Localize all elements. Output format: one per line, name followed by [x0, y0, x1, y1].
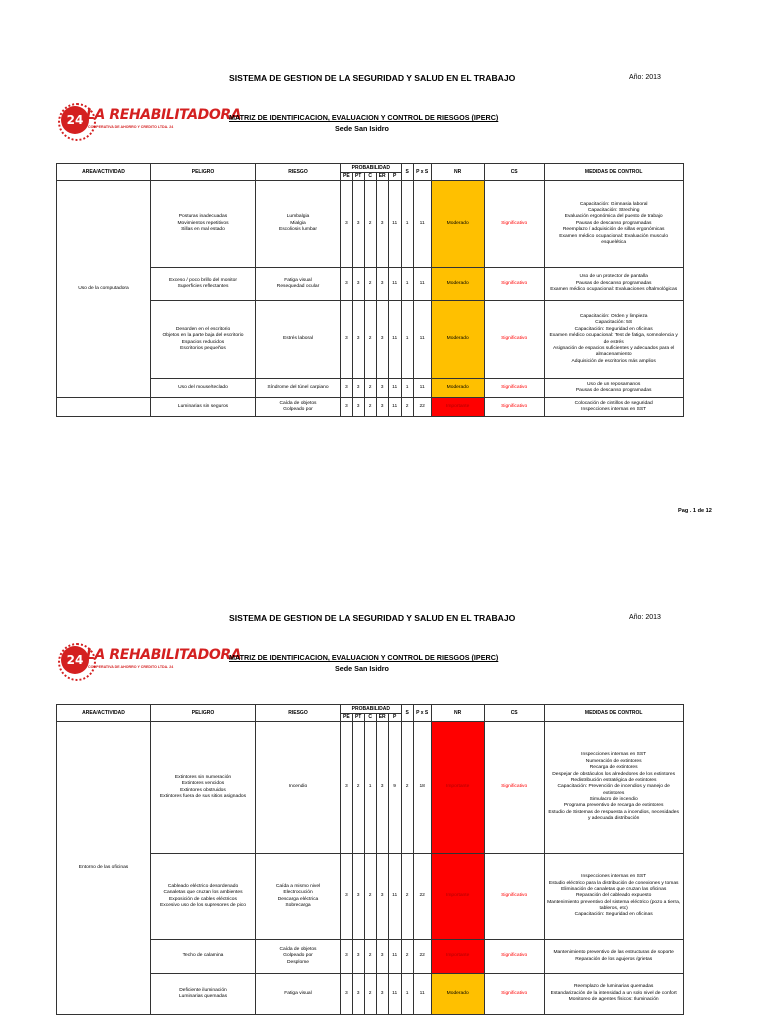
cs-cell: Significativo — [484, 301, 544, 379]
p-cell: 9 — [388, 722, 401, 854]
sede-label: Sede San Isidro — [335, 124, 389, 133]
col-pt: PT — [352, 173, 364, 181]
logo-24-icon: 24 — [61, 646, 89, 674]
col-area: AREA/ACTIVIDAD — [57, 705, 151, 722]
pe-cell: 3 — [341, 854, 353, 940]
p-cell: 11 — [388, 940, 401, 974]
s-cell: 1 — [401, 379, 413, 398]
riesgo-cell: Fatiga visual — [256, 974, 341, 1015]
iperc-table — [56, 163, 684, 417]
pxs-cell: 11 — [413, 379, 431, 398]
peligro-cell: Luminarias sin seguros — [151, 398, 256, 417]
system-title: SISTEMA DE GESTION DE LA SEGURIDAD Y SALUD EN EL TRABAJO — [229, 613, 516, 623]
riesgo-cell: Lumbalgia Mialgia Escoliosis lumbar — [256, 181, 341, 268]
pt-cell: 2 — [352, 722, 364, 854]
table-row — [57, 379, 684, 398]
table-row — [57, 268, 684, 301]
area-cell-empty — [57, 398, 151, 417]
col-nr: NR — [431, 164, 484, 181]
nr-cell: Moderado — [431, 379, 484, 398]
logo-24-icon: 24 — [61, 106, 89, 134]
medidas-cell: Colocación de cintillos de seguridad Inspecciones internas en SST — [544, 398, 683, 417]
year-label: Año: 2013 — [629, 614, 661, 621]
er-cell: 3 — [376, 974, 388, 1015]
pxs-cell: 22 — [413, 398, 431, 417]
s-cell: 2 — [401, 940, 413, 974]
table-row — [57, 940, 684, 974]
col-p: P — [388, 714, 401, 722]
medidas-cell: Uso de un protector de pantalla Pausas de descanso programadas Examen médico ocupacional: Evaluaciones oftalmológicas — [544, 268, 683, 301]
riesgo-cell: Síndrome del túnel carpiano — [256, 379, 341, 398]
c-cell: 2 — [364, 398, 376, 417]
page-2 — [0, 540, 768, 1024]
area-cell: Uso de la computadora — [57, 181, 151, 398]
table-row — [57, 854, 684, 940]
table-row — [57, 181, 684, 268]
medidas-cell: Inspecciones internas en SST Numeración de extintores Recarga de extintores Despejar de obstáculos los alrededores de los extintores Redistribución estratégica de extintores Capacitación: Prevención de incendios y manejo de extintores Simulacro de incendio Programa preventivo de recarga de extintores Estudio de Sistemas de respuesta a incendios, necesidades y adecuada distribución — [544, 722, 683, 854]
pt-cell: 3 — [352, 301, 364, 379]
pt-cell: 3 — [352, 398, 364, 417]
system-title: SISTEMA DE GESTION DE LA SEGURIDAD Y SALUD EN EL TRABAJO — [229, 73, 516, 83]
nr-cell: Importante — [431, 722, 484, 854]
pxs-cell: 18 — [413, 722, 431, 854]
sede-label: Sede San Isidro — [335, 664, 389, 673]
pe-cell: 3 — [341, 301, 353, 379]
riesgo-cell: Fatiga visual Resequedad ocular — [256, 268, 341, 301]
pe-cell: 3 — [341, 379, 353, 398]
col-pe: PE — [341, 173, 353, 181]
pxs-cell: 22 — [413, 940, 431, 974]
iperc-table — [56, 704, 684, 1015]
table-header-row — [57, 164, 684, 173]
cs-cell: Significativo — [484, 268, 544, 301]
nr-cell: Moderado — [431, 974, 484, 1015]
col-cs: CS — [484, 705, 544, 722]
pt-cell: 3 — [352, 379, 364, 398]
pt-cell: 3 — [352, 268, 364, 301]
col-s: S — [401, 164, 413, 181]
riesgo-cell: Caída a mismo nivel Electrocución Descarga eléctrica Sobrecarga — [256, 854, 341, 940]
company-logo — [61, 646, 242, 676]
cs-cell: Significativo — [484, 854, 544, 940]
pxs-cell: 22 — [413, 854, 431, 940]
pt-cell: 3 — [352, 854, 364, 940]
pe-cell: 3 — [341, 268, 353, 301]
er-cell: 3 — [376, 181, 388, 268]
s-cell: 1 — [401, 268, 413, 301]
cs-cell: Significativo — [484, 181, 544, 268]
pe-cell: 3 — [341, 181, 353, 268]
area-cell: Entorno de las oficinas — [57, 722, 151, 1015]
col-medidas: MEDIDAS DE CONTROL — [544, 705, 683, 722]
logo-brand: LA REHABILITADORA — [86, 647, 242, 663]
pe-cell: 3 — [341, 974, 353, 1015]
c-cell: 2 — [364, 379, 376, 398]
col-area: AREA/ACTIVIDAD — [57, 164, 151, 181]
cs-cell: Significativo — [484, 398, 544, 417]
company-logo — [61, 106, 242, 136]
er-cell: 3 — [376, 268, 388, 301]
col-pxs: P x S — [413, 164, 431, 181]
peligro-cell: Desorden en el escritorio Objetos en la parte baja del escritorio Espacios reducidos Escritorios pequeños — [151, 301, 256, 379]
medidas-cell: Capacitación: Gimnasia laboral Capacitación: Streching Evaluación ergonómica del puesto de trabajo Pausas de descanso programadas Reemplazo / adquisición de sillas ergonómicas Examen médico ocupacional: Evaluación musculo esquelética — [544, 181, 683, 268]
pt-cell: 3 — [352, 974, 364, 1015]
table-row — [57, 398, 684, 417]
p-cell: 11 — [388, 301, 401, 379]
year-label: Año: 2013 — [629, 74, 661, 81]
medidas-cell: Capacitación: Orden y limpieza Capacitación: 5S Capacitación: Seguridad en oficinas Examen médico ocupacional: Test de fatiga, somnolencia y de estrés Asignación de espacios suficientes y adecuados para el almacenamiento Adquisición de escritorios más amplios — [544, 301, 683, 379]
table-row — [57, 301, 684, 379]
col-riesgo: RIESGO — [256, 164, 341, 181]
riesgo-cell: Estrés laboral — [256, 301, 341, 379]
pxs-cell: 11 — [413, 974, 431, 1015]
nr-cell: Importante — [431, 854, 484, 940]
s-cell: 1 — [401, 974, 413, 1015]
c-cell: 2 — [364, 854, 376, 940]
nr-cell: Moderado — [431, 301, 484, 379]
cs-cell: Significativo — [484, 722, 544, 854]
col-c: C — [364, 173, 376, 181]
s-cell: 2 — [401, 398, 413, 417]
table-row — [57, 722, 684, 854]
logo-tagline: COOPERATIVA DE AHORRO Y CREDITO LTDA. 24 — [88, 665, 174, 669]
page-number: Pag . 1 de 12 — [678, 508, 712, 514]
col-p: P — [388, 173, 401, 181]
pe-cell: 3 — [341, 398, 353, 417]
matrix-title: MATRIZ DE IDENTIFICACION, EVALUACION Y CONTROL DE RIESGOS (IPERC) — [229, 653, 499, 662]
col-medidas: MEDIDAS DE CONTROL — [544, 164, 683, 181]
peligro-cell: Posturas inadecuadas Movimientos repetitivos Sillas en mal estado — [151, 181, 256, 268]
col-c: C — [364, 714, 376, 722]
er-cell: 3 — [376, 301, 388, 379]
logo-brand: LA REHABILITADORA — [86, 107, 242, 123]
logo-tagline: COOPERATIVA DE AHORRO Y CREDITO LTDA. 24 — [88, 125, 174, 129]
medidas-cell: Mantenimiento preventivo de las estructuras de soporte Reparación de los agujeros /grietas — [544, 940, 683, 974]
medidas-cell: Inspecciones internas en SST Estudio eléctrico para la distribución de conexiones y tomas Eliminación de canaletas que cruzan las oficinas Reparación del cableado expuesto Mantenimiento preventivo del sistema eléctrico (pozo a tierra, tableros, etc) Capacitación: Seguridad en oficinas — [544, 854, 683, 940]
p-cell: 11 — [388, 398, 401, 417]
s-cell: 2 — [401, 722, 413, 854]
cs-cell: Significativo — [484, 940, 544, 974]
col-probabilidad: PROBABILIDAD — [341, 705, 402, 714]
c-cell: 2 — [364, 268, 376, 301]
pxs-cell: 11 — [413, 181, 431, 268]
pxs-cell: 11 — [413, 301, 431, 379]
col-nr: NR — [431, 705, 484, 722]
pe-cell: 3 — [341, 940, 353, 974]
er-cell: 3 — [376, 854, 388, 940]
er-cell: 3 — [376, 722, 388, 854]
col-cs: CS — [484, 164, 544, 181]
c-cell: 2 — [364, 974, 376, 1015]
col-pxs: P x S — [413, 705, 431, 722]
c-cell: 2 — [364, 940, 376, 974]
pt-cell: 3 — [352, 940, 364, 974]
peligro-cell: Exceso / poco brillo del monitor Superficies reflectantes — [151, 268, 256, 301]
col-riesgo: RIESGO — [256, 705, 341, 722]
er-cell: 3 — [376, 398, 388, 417]
col-er: ER — [376, 714, 388, 722]
pe-cell: 3 — [341, 722, 353, 854]
col-peligro: PELIGRO — [151, 164, 256, 181]
medidas-cell: Reemplazo de luminarias quemadas Estandarización de la intensidad a un solo nivel de confort Monitoreo de agentes físicos: Iluminación — [544, 974, 683, 1015]
p-cell: 11 — [388, 181, 401, 268]
col-probabilidad: PROBABILIDAD — [341, 164, 402, 173]
er-cell: 3 — [376, 940, 388, 974]
s-cell: 1 — [401, 301, 413, 379]
p-cell: 11 — [388, 268, 401, 301]
riesgo-cell: Caída de objetos Golpeado por — [256, 398, 341, 417]
p-cell: 11 — [388, 379, 401, 398]
nr-cell: Moderado — [431, 181, 484, 268]
nr-cell: Importante — [431, 398, 484, 417]
c-cell: 2 — [364, 301, 376, 379]
p-cell: 11 — [388, 854, 401, 940]
peligro-cell: Uso del mouse/teclado — [151, 379, 256, 398]
er-cell: 3 — [376, 379, 388, 398]
p-cell: 11 — [388, 974, 401, 1015]
col-pe: PE — [341, 714, 353, 722]
matrix-title: MATRIZ DE IDENTIFICACION, EVALUACION Y CONTROL DE RIESGOS (IPERC) — [229, 113, 499, 122]
medidas-cell: Uso de un reposamanos Pausas de descanso programadas — [544, 379, 683, 398]
col-pt: PT — [352, 714, 364, 722]
riesgo-cell: Caída de objetos Golpeado por Desplome — [256, 940, 341, 974]
s-cell: 2 — [401, 854, 413, 940]
c-cell: 1 — [364, 722, 376, 854]
peligro-cell: Extintores sin numeración Extintores vencidos Extintores obstruidos Extintores fuera de sus sitios asignados — [151, 722, 256, 854]
col-s: S — [401, 705, 413, 722]
peligro-cell: Techo de calamina — [151, 940, 256, 974]
peligro-cell: Cableado eléctrico desordenado Canaletas que cruzan los ambientes Exposición de cables eléctricos Excesivo uso de los supresores de pico — [151, 854, 256, 940]
pt-cell: 3 — [352, 181, 364, 268]
table-header-row — [57, 705, 684, 714]
col-peligro: PELIGRO — [151, 705, 256, 722]
col-er: ER — [376, 173, 388, 181]
peligro-cell: Deficiente iluminación Luminarias quemadas — [151, 974, 256, 1015]
riesgo-cell: Incendio — [256, 722, 341, 854]
cs-cell: Significativo — [484, 974, 544, 1015]
nr-cell: Moderado — [431, 268, 484, 301]
table-row — [57, 974, 684, 1015]
cs-cell: Significativo — [484, 379, 544, 398]
nr-cell: Importante — [431, 940, 484, 974]
c-cell: 2 — [364, 181, 376, 268]
pxs-cell: 11 — [413, 268, 431, 301]
s-cell: 1 — [401, 181, 413, 268]
